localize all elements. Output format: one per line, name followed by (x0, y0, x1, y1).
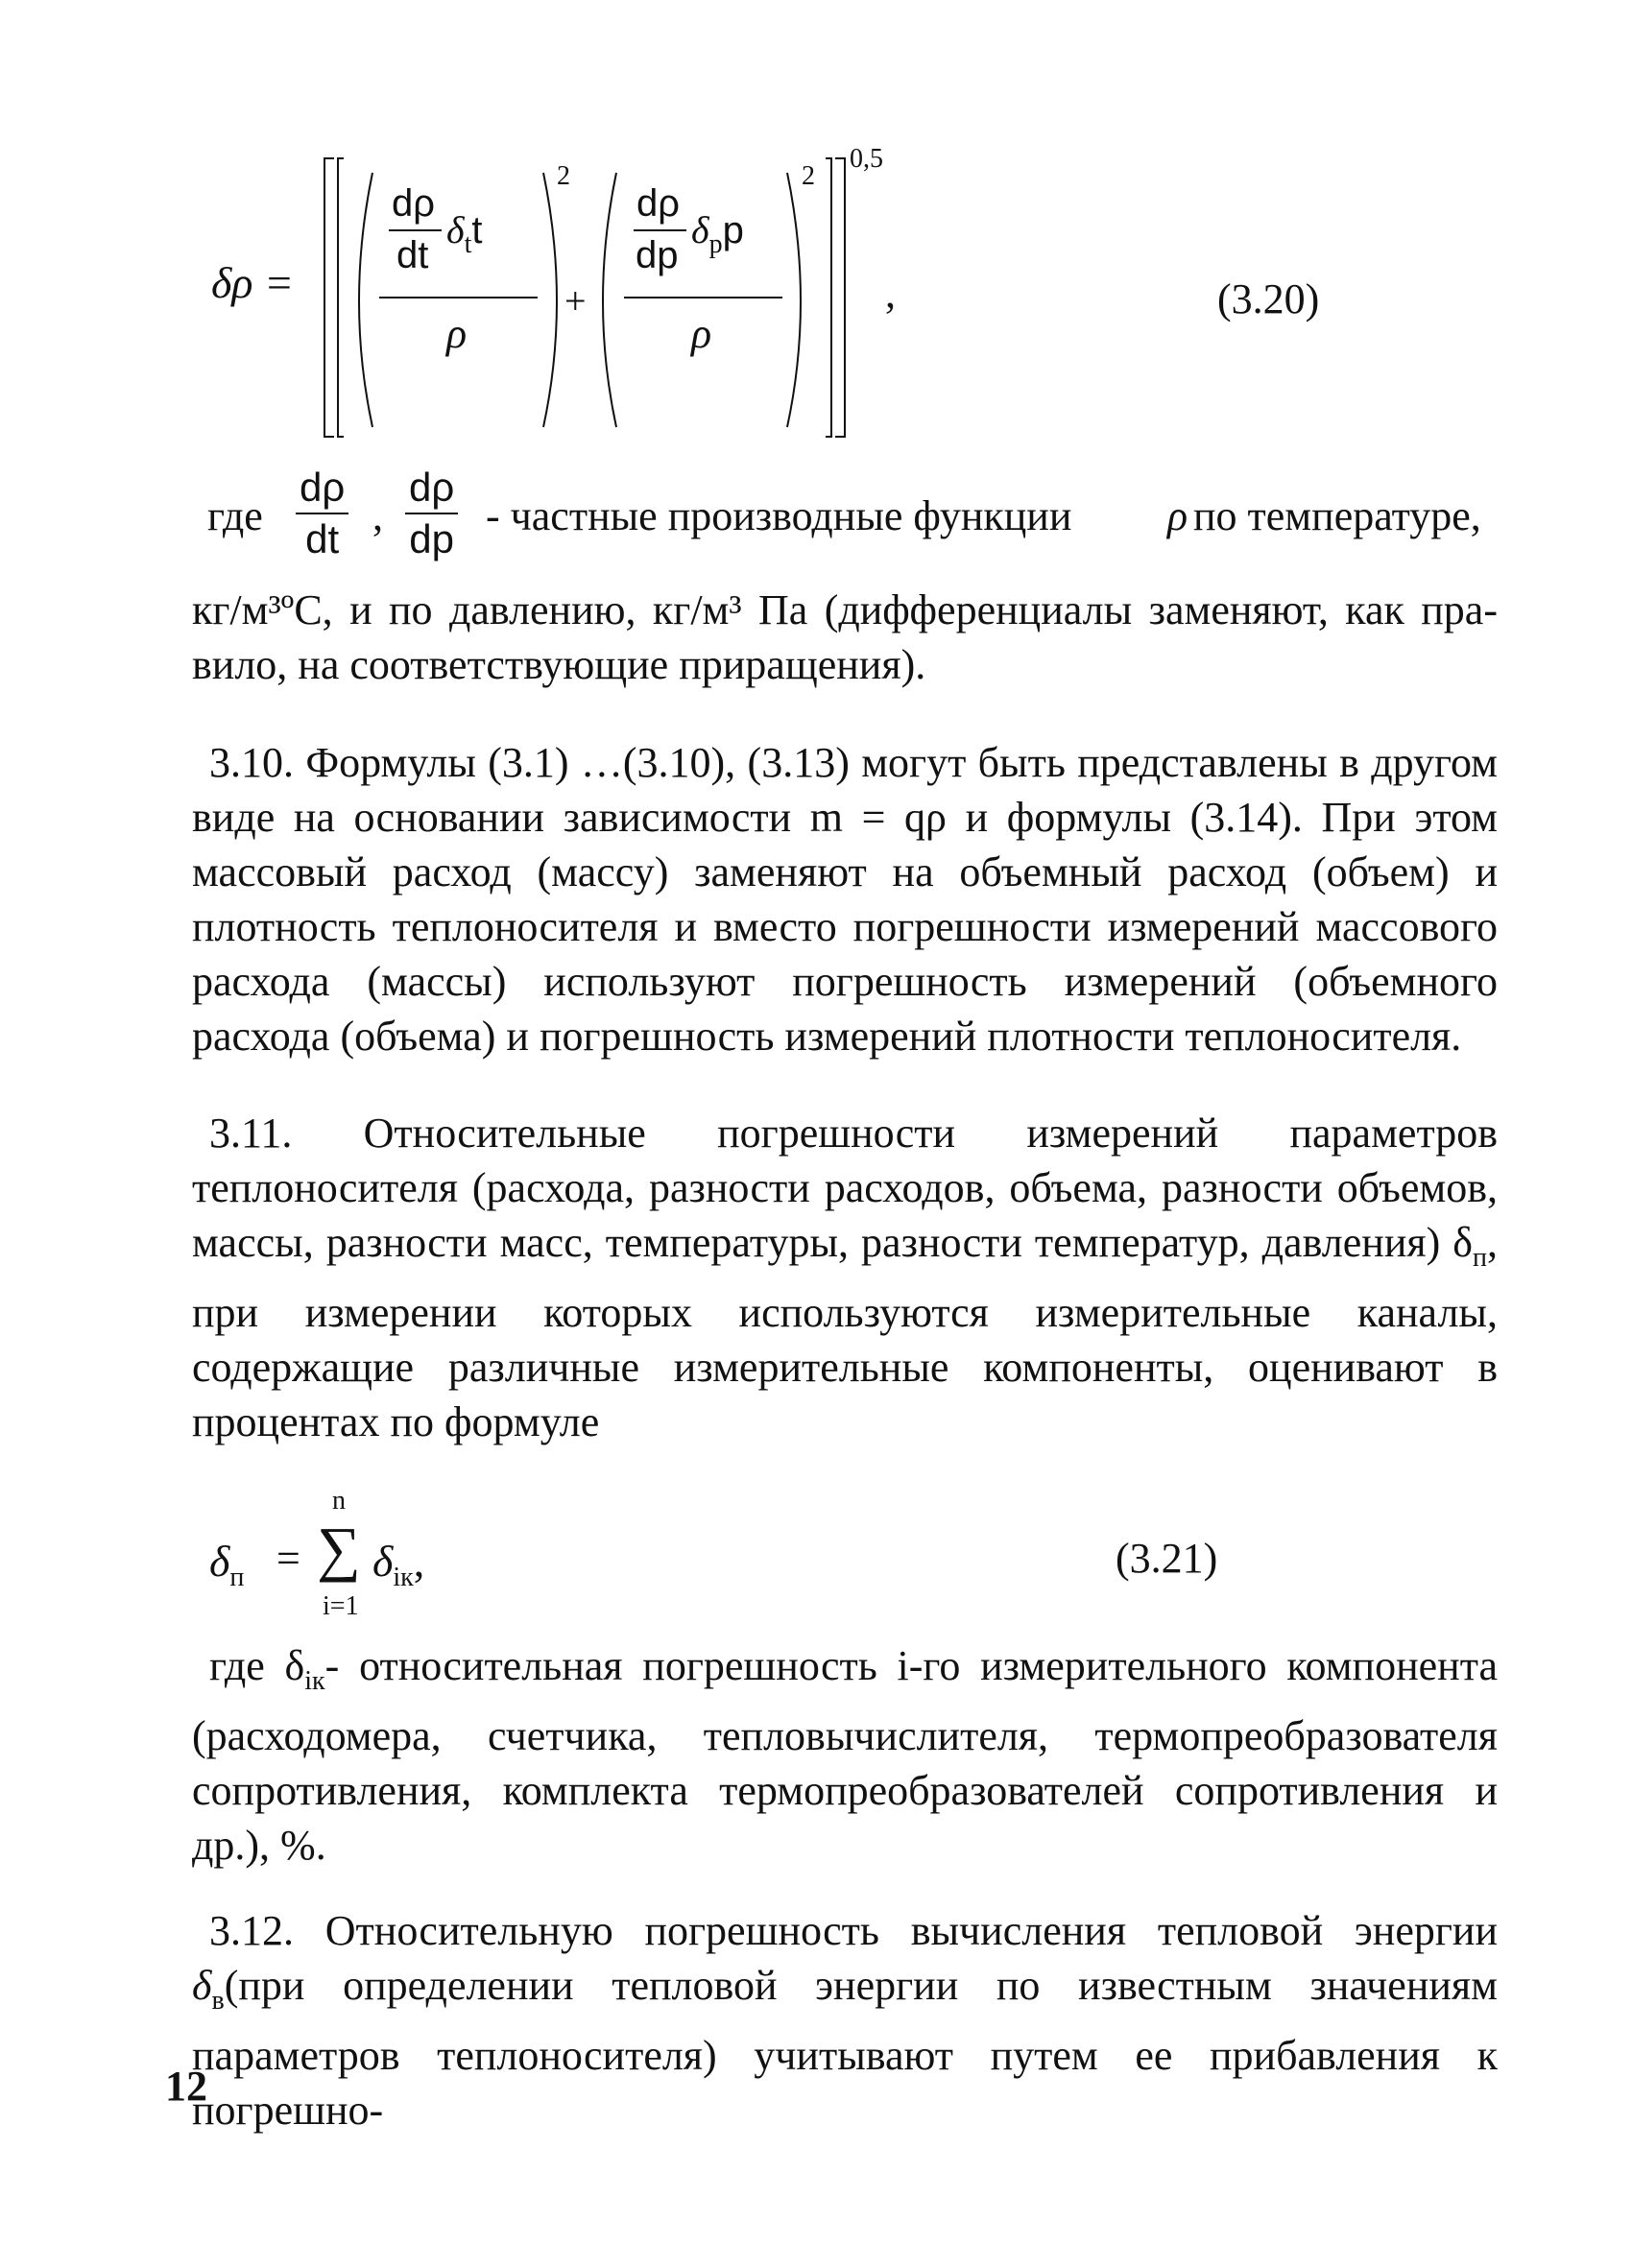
where-1-line-3: вило, на соответствующие приращения). (192, 641, 926, 688)
equation-number-3-20: (3.20) (1217, 275, 1320, 322)
delta-n-sub: п (1473, 1243, 1488, 1273)
delta-v-inline (192, 1962, 225, 2016)
eq320-sq2: 2 (802, 161, 815, 191)
frac1-numerator: dρ (296, 463, 348, 514)
eq321-sum: ∑ (317, 1515, 361, 1583)
eq320-delta2 (691, 207, 744, 260)
where-text-2: по температуре, (1193, 492, 1481, 539)
paragraph-3-12 (192, 1903, 1498, 2137)
paragraph-3-10-text: 3.10. Формулы (3.1) …(3.10), (3.13) могут быть представлены в другом виде на основании зависимости m = qρ и формулы (3.14). При этом массовый расход (массу) заменяют на объемный расход (объем) и плотность теплоносителя и вместо погрешности измерений массового расхода (массы) используют погрешность измерений (объемного расхода (объема) и погрешность измерений плотности теплоносителя. (192, 739, 1498, 1060)
eq321-lower: i=1 (323, 1591, 359, 1621)
eq320-delta1-sub: t (464, 229, 472, 259)
eq321-term-sub: iк (393, 1563, 414, 1592)
eq320-delta2-sub: p (708, 229, 723, 259)
page-number: 12 (165, 2063, 207, 2110)
paragraph-3-11-text-after: , при измерении которых используются измерительные каналы, содержащие различные измерительные компоненты, оценивают в процентах по формуле (192, 1219, 1499, 1445)
where-2-text: - относительная погрешность i-го измерительного компонента (расходомера, счетчика, тепловычислителя, термопреобразователя сопротивления, комплекта термопреобразователей сопротивления и др.), %. (192, 1642, 1499, 1869)
paragraph-3-12-line-1: 3.12. Относительную погрешность вычисления тепловой энергии (209, 1907, 1498, 1954)
delta-v-sub: в (211, 1986, 225, 2016)
where-text-1: - частные производные функции (486, 492, 1072, 539)
where-rho: ρ (1167, 492, 1188, 539)
eq320-var1: t (471, 209, 483, 251)
paragraph-3-11-text-before: 3.11. Относительные погрешности измерений параметров теплоносителя (расхода, разности расходов, объема, разности объемов, массы, разности масс, температуры, разности температур, давления) (192, 1110, 1498, 1266)
frac1-denominator: dt (305, 516, 340, 561)
eq321-lhs-symbol: δ (209, 1537, 230, 1586)
eq321-comma: , (413, 1537, 425, 1586)
equation-number-3-21: (3.21) (1116, 1535, 1218, 1582)
delta-n-symbol: δ (1452, 1219, 1474, 1266)
eq320-lhs: δρ = (211, 258, 295, 307)
eq321-lhs-sub: п (229, 1563, 245, 1592)
paragraph-3-11 (192, 1106, 1498, 1449)
fraction-drho-dp (405, 463, 458, 564)
eq320-num1: dρ (392, 182, 435, 225)
eq320-delta1-symbol: δ (446, 208, 465, 251)
eq320-den2: dp (636, 234, 679, 276)
eq320-sq1: 2 (557, 161, 570, 191)
where-clause-3-20 (207, 465, 1499, 585)
eq320-rho2: ρ (691, 310, 712, 357)
eq320-delta1 (446, 207, 483, 260)
where-clause-3-21 (192, 1638, 1498, 1873)
delta-ik-symbol: δ (284, 1642, 305, 1689)
frac2-numerator: dρ (405, 463, 458, 514)
frac2-denominator: dp (409, 516, 454, 561)
delta-ik-sub: iк (304, 1666, 325, 1696)
delta-v-symbol: δ (192, 1962, 212, 2009)
eq320-var2: p (722, 209, 744, 251)
where-comma: , (372, 492, 383, 539)
eq320-rho1: ρ (446, 310, 468, 357)
eq320-den1: dt (396, 234, 429, 276)
eq321-lhs (209, 1536, 244, 1593)
delta-n-inline (1452, 1219, 1488, 1273)
eq320-comma: , (885, 270, 896, 317)
delta-ik-inline (284, 1642, 325, 1696)
where-2-lead: где (209, 1642, 265, 1689)
where-1-line-2: кг/м³ºС, и по давлению, кг/м³ Па (дифференциалы заменяют, как пра- (192, 586, 1498, 633)
paragraph-3-12-rest: (при определении тепловой энергии по известным значениям параметров теплоносителя) учитывают путем ее прибавления к погрешно- (192, 1962, 1498, 2134)
paragraph-3-10 (192, 735, 1498, 1063)
eq320-plus: + (564, 279, 587, 322)
equation-3-21 (209, 1486, 593, 1630)
eq321-upper: n (332, 1486, 346, 1516)
eq321-equals: = (276, 1535, 300, 1582)
eq321-term (372, 1536, 424, 1593)
fraction-drho-dt (296, 463, 348, 564)
eq320-num2: dρ (636, 182, 680, 225)
equation-3-20 (202, 144, 970, 451)
eq320-power: 0,5 (850, 144, 883, 174)
where-lead-1: где (207, 492, 263, 539)
eq320-delta2-symbol: δ (691, 208, 709, 251)
eq321-term-symbol: δ (372, 1537, 394, 1586)
